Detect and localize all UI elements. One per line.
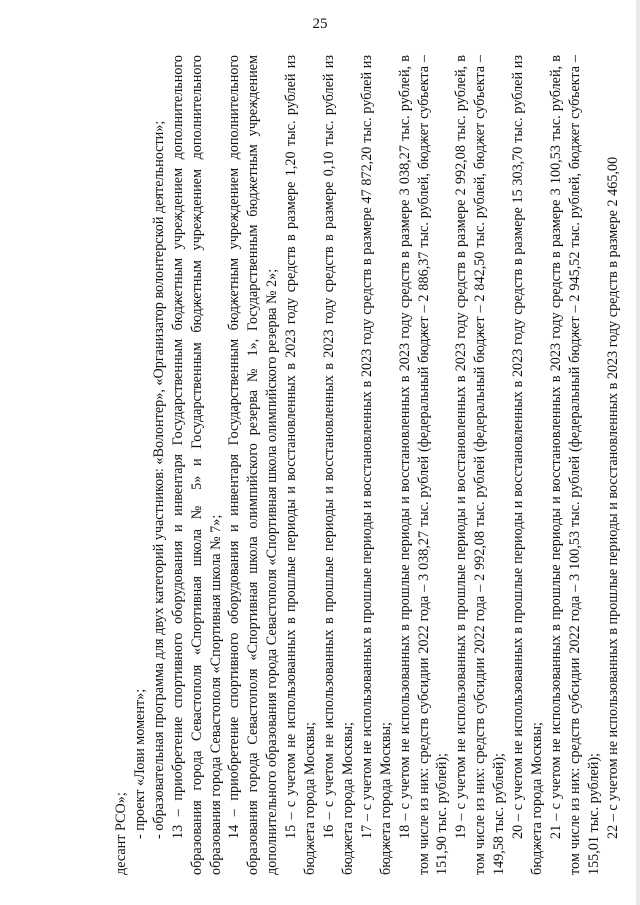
paragraph: 19 – с учетом не использованных в прошлые периоды и восстановленных в 2023 году средств в размере 2 992,08 тыс. рублей, в том числе из них: средств субсидии 2022 года – 2 992,08 тыс. рублей (федеральный бюджет – 2 842,50 тыс. рублей, бюджет субъекта – 149,58 тыс. рублей); xyxy=(453,55,508,875)
page-number: 25 xyxy=(312,16,328,32)
paragraph: 20 – с учетом не использованных в прошлые периоды и восстановленных в 2023 году средств в размере 15 303,70 тыс. рублей из бюджета города Москвы; xyxy=(510,55,545,875)
paragraph: 22 – с учетом не использованных в прошлые периоды и восстановленных в 2023 году средств в размере 2 465,00 xyxy=(604,156,621,839)
paragraph: - проект «Лови момент»; xyxy=(131,688,148,839)
paragraph: 13 – приобретение спортивного оборудования и инвентаря Государственным бюджетным учреждением дополнительного образования города Севастополя «Спортивная школа № 5» и Государственным бюджетным учреждением дополнительного образования города Севастополя «Спортивная школа № 7»; xyxy=(169,55,224,875)
paragraph: 16 – с учетом не использованных в прошлые периоды и восстановленных в 2023 году средств в размере 0,10 тыс. рублей из бюджета города Москвы; xyxy=(320,55,356,875)
paragraph: 18 – с учетом не использованных в прошлые периоды и восстановленных в 2023 году средств в размере 3 038,27 тыс. рублей, в том числе из них: средств субсидии 2022 года – 3 038,27 тыс. рублей (федеральный бюджет – 2 886,37 тыс. рублей, бюджет субъекта – 151,90 тыс. рублей); xyxy=(396,55,451,875)
paragraph: десант РСО»; xyxy=(113,792,129,875)
paragraph: - образовательная программа для двух категорий участников: «Волонтер», «Организатор волонтерской деятельности»; xyxy=(150,120,167,839)
scan-edge xyxy=(636,0,640,905)
rotated-text-region xyxy=(112,55,622,875)
document-body xyxy=(112,55,622,875)
paragraph: 15 – с учетом не использованных в прошлые периоды и восстановленных в 2023 году средств в размере 1,20 тыс. рублей из бюджета города Москвы; xyxy=(283,55,319,875)
paragraph: 14 – приобретение спортивного оборудования и инвентаря Государственным бюджетным учреждением дополнительного образования города Севастополя «Спортивная школа олимпийского резерва № 1», Государственным бюджетным учреждением дополнительного образования города Севастополя «Спортивная школа олимпийского резерва № 2»; xyxy=(226,55,281,875)
paragraph: 21 – с учетом не использованных в прошлые периоды и восстановленных в 2023 году средств в размере 3 100,53 тыс. рублей, в том числе из них: средств субсидии 2022 года – 3 100,53 тыс. рублей (федеральный бюджет – 2 945,52 тыс. рублей, бюджет субъекта – 155,01 тыс. рублей); xyxy=(547,55,602,875)
paragraph: 17 – с учетом не использованных в прошлые периоды и восстановленных в 2023 году средств в размере 47 872,20 тыс. рублей из бюджета города Москвы; xyxy=(358,55,394,875)
